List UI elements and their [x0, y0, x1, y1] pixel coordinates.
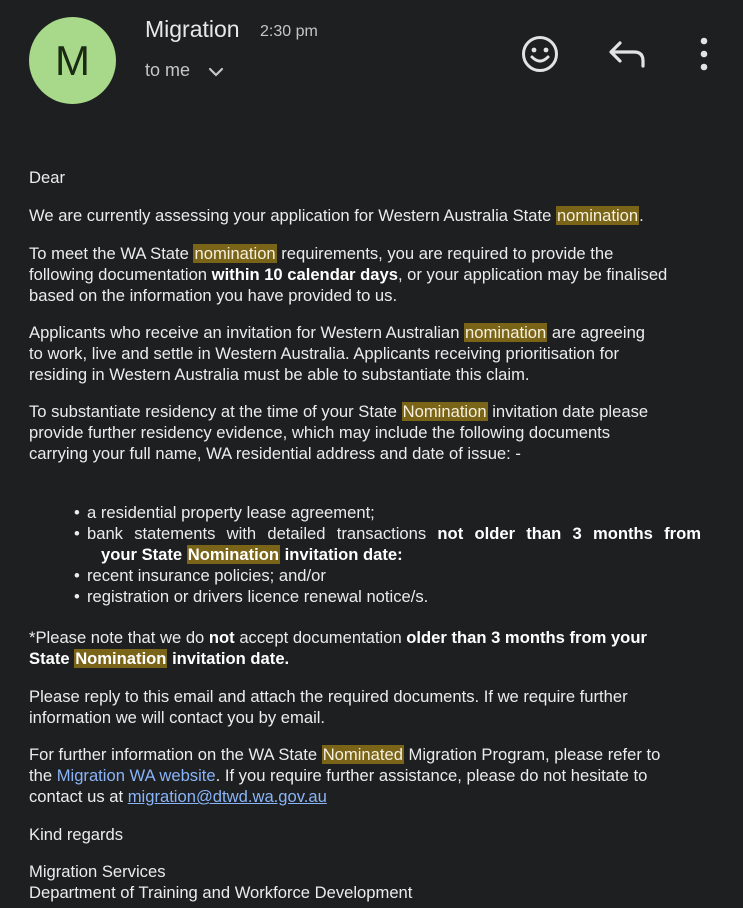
list-item-continuation: your State Nomination invitation date:: [101, 545, 403, 564]
search-highlight: Nomination: [75, 649, 167, 668]
list-item: • a residential property lease agreement;: [87, 503, 375, 524]
list-item: • recent insurance policies; and/or: [87, 566, 326, 587]
paragraph-6-line-1: Please reply to this email and attach the required documents. If we require further: [29, 687, 628, 706]
signature-line-1: Migration Services: [29, 862, 166, 881]
paragraph-7-line-2: the Migration WA website. If you require further assistance, please do not hesitate to: [29, 766, 648, 785]
greeting: Dear: [29, 168, 65, 187]
sender-name[interactable]: Migration: [145, 16, 240, 42]
reply-icon[interactable]: [606, 38, 648, 70]
list-item: • registration or drivers licence renewal notice/s.: [87, 587, 428, 608]
more-vert-icon[interactable]: [694, 36, 714, 72]
search-highlight: nomination: [194, 244, 276, 263]
paragraph-7-line-3: contact us at migration@dtwd.wa.gov.au: [29, 787, 327, 806]
paragraph-2-line-1: To meet the WA State nomination requirements, you are required to provide the: [29, 244, 614, 263]
paragraph-7-line-1: For further information on the WA State Nominated Migration Program, please refer to: [29, 745, 661, 764]
search-highlight: nomination: [465, 323, 547, 342]
paragraph-1: We are currently assessing your application for Western Australia State nomination.: [29, 206, 644, 225]
paragraph-4-line-3: carrying your full name, WA residential address and date of issue: -: [29, 444, 521, 463]
paragraph-3-line-2: to work, live and settle in Western Australia. Applicants receiving prioritisation for: [29, 344, 619, 363]
paragraph-2-line-3: based on the information you have provided to us.: [29, 286, 398, 305]
note-line-1: *Please note that we do not accept documentation older than 3 months from your: [29, 628, 647, 647]
paragraph-3-line-1: Applicants who receive an invitation for Western Australian nomination are agreeing: [29, 323, 646, 342]
paragraph-3-line-3: residing in Western Australia must be able to substantiate this claim.: [29, 365, 530, 384]
recipient-label[interactable]: to me: [145, 60, 191, 80]
search-highlight: Nomination: [402, 402, 487, 421]
paragraph-2-line-2: following documentation within 10 calendar days, or your application may be finalised: [29, 265, 668, 284]
email-address-link[interactable]: migration@dtwd.wa.gov.au: [127, 787, 327, 806]
migration-wa-website-link[interactable]: Migration WA website: [56, 766, 216, 785]
search-highlight: nomination: [556, 206, 639, 225]
timestamp: 2:30 pm: [260, 23, 318, 40]
signature-line-2: Department of Training and Workforce Development: [29, 883, 413, 902]
search-highlight: Nominated: [322, 745, 403, 764]
emoji-icon[interactable]: [520, 34, 560, 74]
paragraph-4-line-1: To substantiate residency at the time of your State Nomination invitation date please: [29, 402, 649, 421]
list-item: • bank statements with detailed transactions not older than 3 months from: [87, 524, 701, 545]
paragraph-4-line-2: provide further residency evidence, which may include the following documents: [29, 423, 611, 442]
paragraph-6-line-2: information we will contact you by email.: [29, 708, 326, 727]
closing: Kind regards: [29, 825, 124, 844]
email-header: [0, 0, 743, 140]
note-line-2: State Nomination invitation date.: [29, 649, 290, 668]
sender-avatar[interactable]: M: [29, 17, 116, 104]
chevron-down-icon[interactable]: [206, 62, 226, 82]
search-highlight: Nomination: [187, 545, 280, 564]
